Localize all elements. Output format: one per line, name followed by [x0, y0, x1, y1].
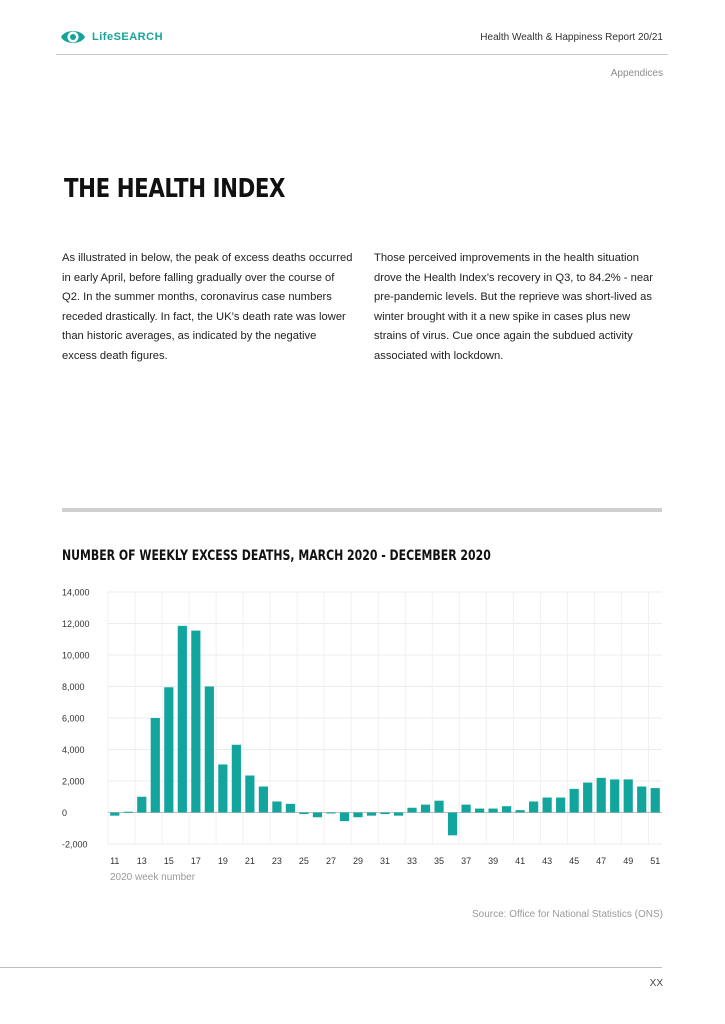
x-tick-label: 17 — [190, 856, 201, 866]
bar-week-39 — [489, 809, 498, 813]
body-text-right: Those perceived improvements in the health situation drove the Health Index’s recovery in Q3, to 84.2% - near pre-pandemic levels. But the reprieve was short-lived as winter brought with it a new spike in cases plus new strains of virus. Cue once again the subdued activity associated with lockdown. — [374, 252, 654, 362]
x-tick-label: 19 — [217, 856, 228, 866]
y-tick-label: 8,000 — [62, 682, 85, 692]
bar-week-18 — [205, 687, 214, 813]
x-tick-label: 49 — [623, 856, 634, 866]
y-tick-label: 6,000 — [62, 713, 85, 724]
bar-week-21 — [245, 775, 254, 812]
source-note: Source: Office for National Statistics (ONS) — [472, 909, 663, 920]
x-tick-label: 43 — [542, 856, 553, 866]
bar-week-19 — [218, 764, 227, 812]
x-tick-label: 23 — [271, 856, 282, 866]
bar-week-27 — [326, 813, 335, 814]
y-tick-label: 12,000 — [62, 619, 90, 629]
eye-logo-icon — [60, 27, 86, 47]
page-header — [0, 0, 725, 56]
x-tick-label: 41 — [515, 856, 526, 866]
lifesearch-logo[interactable] — [60, 27, 163, 47]
excess-deaths-chart — [0, 580, 725, 890]
header-divider — [56, 54, 668, 55]
bar-week-36 — [448, 813, 457, 836]
bar-week-11 — [110, 813, 119, 816]
bar-week-12 — [124, 812, 133, 813]
bar-week-41 — [516, 810, 525, 812]
bar-week-48 — [610, 779, 619, 812]
bar-week-33 — [407, 808, 416, 813]
page-title: THE HEALTH INDEX — [64, 174, 286, 204]
y-tick-label: 10,000 — [62, 650, 90, 661]
bar-week-37 — [461, 805, 470, 813]
x-tick-label: 11 — [110, 856, 120, 866]
bar-week-42 — [529, 801, 538, 812]
x-tick-label: 51 — [650, 856, 661, 866]
bar-week-20 — [232, 745, 241, 813]
bar-week-16 — [178, 626, 187, 813]
y-tick-label: 14,000 — [62, 587, 90, 598]
bar-week-47 — [597, 778, 606, 813]
x-tick-label: 47 — [596, 856, 607, 866]
chart-title: NUMBER OF WEEKLY EXCESS DEATHS, MARCH 2020 - DECEMBER 2020 — [62, 548, 491, 564]
x-tick-label: 33 — [407, 856, 418, 866]
y-tick-label: 2,000 — [62, 776, 85, 787]
bar-week-40 — [502, 806, 511, 812]
bar-week-17 — [191, 631, 200, 813]
x-tick-label: 21 — [244, 856, 255, 866]
bar-week-38 — [475, 809, 484, 813]
x-tick-label: 35 — [434, 856, 445, 866]
logo-text: LifeSEARCH — [92, 31, 164, 43]
bar-week-51 — [651, 788, 660, 812]
x-tick-label: 29 — [352, 856, 363, 866]
footer-divider — [0, 967, 662, 968]
bar-week-14 — [151, 718, 160, 813]
y-tick-label: -2,000 — [62, 839, 88, 850]
x-tick-label: 31 — [379, 856, 391, 866]
report-title: Health Wealth & Happiness Report 20/21 — [480, 32, 663, 43]
bar-week-25 — [299, 813, 308, 815]
page-number: XX — [649, 978, 663, 989]
bar-week-49 — [624, 779, 633, 812]
x-tick-label: 37 — [461, 856, 472, 866]
bar-week-34 — [421, 805, 430, 813]
bar-week-30 — [367, 813, 376, 816]
bar-week-29 — [353, 813, 362, 818]
bar-week-26 — [313, 813, 322, 818]
bar-week-24 — [286, 804, 295, 813]
x-tick-label: 39 — [488, 856, 499, 866]
bar-week-31 — [380, 813, 389, 815]
bar-week-35 — [434, 801, 443, 813]
x-tick-label: 25 — [298, 856, 309, 866]
body-text-left: As illustrated in below, the peak of excess deaths occurred in early April, before falling gradually over the course of Q2. In the summer months, coronavirus case numbers receded drastically. In fact, the UK’s death rate was lower than historic averages, as indicated by the negative excess death figures. — [62, 252, 353, 362]
bar-week-22 — [259, 787, 268, 813]
bar-week-15 — [164, 687, 173, 812]
y-tick-label: 0 — [62, 808, 68, 818]
bar-week-50 — [637, 787, 646, 813]
x-axis-label: 2020 week number — [110, 872, 196, 883]
bar-week-32 — [394, 813, 403, 816]
x-tick-label: 27 — [325, 856, 336, 866]
bar-week-46 — [583, 783, 592, 813]
x-tick-label: 45 — [569, 856, 580, 866]
bar-week-13 — [137, 797, 146, 813]
x-tick-label: 13 — [136, 856, 147, 866]
bar-week-44 — [556, 798, 565, 813]
section-label: Appendices — [610, 68, 663, 79]
x-tick-label: 15 — [163, 856, 174, 866]
bar-week-43 — [543, 798, 552, 813]
bar-week-28 — [340, 813, 349, 822]
y-tick-label: 4,000 — [62, 745, 85, 755]
bar-week-23 — [272, 801, 281, 812]
bar-week-45 — [570, 789, 579, 813]
section-divider — [62, 508, 662, 512]
